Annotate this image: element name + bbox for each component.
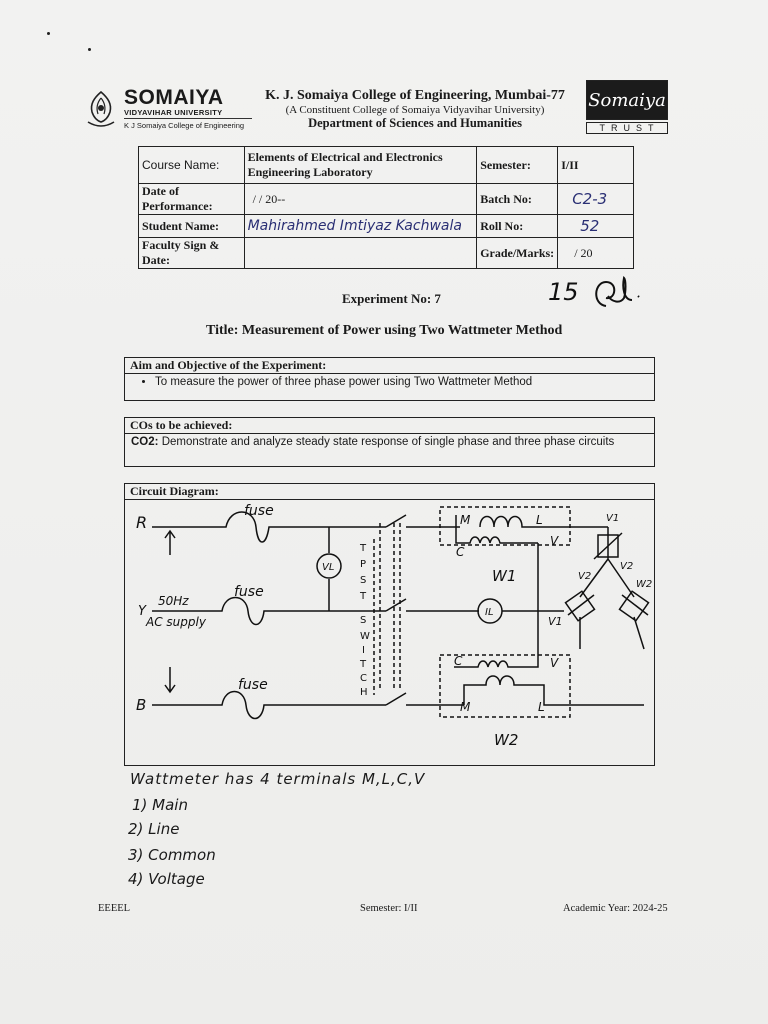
logo-divider <box>124 118 252 119</box>
trust-word: TRUST <box>586 122 668 134</box>
w1-l-label: L <box>536 513 543 527</box>
v1-label: V1 <box>548 615 563 628</box>
switch-letter-5: S <box>360 615 367 626</box>
w2-current-coil <box>464 676 644 705</box>
aim-heading: Aim and Objective of the Experiment: <box>125 358 654 374</box>
w2-v-label: V <box>550 656 559 670</box>
grade-value: / 20 <box>558 238 634 269</box>
roll-no-label: Roll No: <box>477 215 558 238</box>
footer-academic-year: Academic Year: 2024-25 <box>563 903 668 914</box>
faculty-initials-mark <box>590 276 650 310</box>
switch-blades <box>386 515 406 705</box>
note-line: 2) Line <box>128 820 180 838</box>
il-label: IL <box>485 607 494 618</box>
b-arrow <box>165 667 175 692</box>
table-row <box>139 238 634 269</box>
cos-section <box>124 417 655 467</box>
experiment-title: Title: Measurement of Power using Two Wattmeter Method <box>206 323 563 338</box>
w1-v-label: V <box>550 534 559 548</box>
department-name: Department of Sciences and Humanities <box>308 116 522 130</box>
seal-icon <box>82 88 120 130</box>
grade-label: Grade/Marks: <box>477 238 558 269</box>
college-short-name: K J Somaiya College of Engineering <box>124 121 245 130</box>
list-item: • To measure the power of three phase power using Two Wattmeter Method <box>155 376 654 388</box>
roll-no-value: 52 <box>558 215 634 238</box>
batch-value: C2-3 <box>558 184 634 215</box>
switch-letter-8: T <box>360 659 367 670</box>
cos-item <box>125 433 654 471</box>
semester-value: I/II <box>558 147 634 184</box>
switch-letter-4: T <box>360 591 367 602</box>
v2-label: V2 <box>578 571 592 582</box>
faculty-sign-label: Faculty Sign & Date: <box>139 238 245 269</box>
semester-label: Semester: <box>477 147 558 184</box>
table-row <box>139 147 634 184</box>
ac-supply-label: AC supply <box>146 615 206 629</box>
w1-m-label: M <box>460 513 471 527</box>
note-line: Wattmeter has 4 terminals M,L,C,V <box>130 770 426 788</box>
footer-course-code: EEEEL <box>98 903 131 914</box>
w1-coils <box>440 515 538 543</box>
date-of-performance-label: Date of Performance: <box>139 184 245 215</box>
switch-letter-9: C <box>360 673 367 684</box>
table-row <box>139 184 634 215</box>
aim-section <box>124 357 655 401</box>
aim-list <box>125 376 654 388</box>
supply-frequency-label: 50Hz <box>158 594 189 608</box>
switch-letter-6: W <box>360 631 370 642</box>
w1-label: W1 <box>492 567 517 585</box>
fuse-r-label: fuse <box>244 503 274 519</box>
w1-current-coil <box>480 517 608 528</box>
somaiya-trust-logo <box>584 80 670 135</box>
student-name-label: Student Name: <box>139 215 245 238</box>
switch-letter-2: P <box>360 559 367 570</box>
constituent-line: (A Constituent College of Somaiya Vidyavihar University) <box>285 104 545 116</box>
trust-logo-script: Somaiya <box>586 80 668 120</box>
y-label: Y <box>138 604 146 619</box>
vl-label: VL <box>322 562 335 573</box>
load-impedance-3-arrow <box>622 595 648 615</box>
handwritten-grade <box>548 278 579 306</box>
b-label: B <box>136 696 147 714</box>
speck <box>47 32 50 35</box>
note-line: 1) Main <box>132 796 188 814</box>
r-arrow <box>165 531 175 555</box>
brand-name: SOMAIYA <box>124 86 224 109</box>
note-line: 4) Voltage <box>128 870 205 888</box>
university-name: VIDYAVIHAR UNIVERSITY <box>124 108 223 117</box>
batch-label: Batch No: <box>477 184 558 215</box>
speck <box>88 48 91 51</box>
date-of-performance-value: / / 20-- <box>244 184 477 215</box>
v2-right-label: V2 <box>620 561 634 572</box>
course-info-table <box>138 146 634 269</box>
course-name-label: Course Name: <box>139 147 245 184</box>
w1-c-label: C <box>456 545 465 559</box>
circuit-diagram <box>124 499 655 766</box>
w2-l-label: L <box>538 700 545 714</box>
college-title: K. J. Somaiya College of Engineering, Mumbai-77 <box>265 88 565 103</box>
experiment-number: Experiment No: 7 <box>342 291 441 306</box>
student-name-value: Mahirahmed Imtiyaz Kachwala <box>244 215 477 238</box>
w2-m-label: M <box>460 700 471 714</box>
footer-semester: Semester: I/II <box>360 903 418 914</box>
switch-letter-7: I <box>362 645 365 656</box>
w2-side-label: W2 <box>636 579 653 590</box>
fuse-b-label: fuse <box>238 677 268 693</box>
course-name-value: Elements of Electrical and Electronics Engineering Laboratory <box>244 147 477 184</box>
w2-voltage-coil <box>454 611 538 667</box>
switch-dashes <box>374 523 400 695</box>
w2-c-label: C <box>454 654 463 668</box>
fuse-y-label: fuse <box>234 584 264 600</box>
cos-heading: COs to be achieved: <box>130 418 233 432</box>
faculty-sign-value <box>244 238 477 269</box>
co-code: CO2: <box>131 436 159 448</box>
somaiya-university-logo <box>82 86 252 136</box>
handwritten-grade-value: 15 <box>548 278 579 306</box>
v-top-label: V1 <box>606 513 620 524</box>
co-text: Demonstrate and analyze steady state response of single phase and three phase circuits <box>161 436 615 448</box>
switch-letter-3: S <box>360 575 367 586</box>
star-load-wires <box>580 527 644 649</box>
note-line: 3) Common <box>128 846 216 864</box>
r-label: R <box>136 513 148 532</box>
circuit-heading: Circuit Diagram: <box>125 484 654 500</box>
b-line-wire <box>152 692 386 719</box>
table-row <box>139 215 634 238</box>
switch-letter-1: T <box>360 543 367 554</box>
w2-label: W2 <box>494 731 519 749</box>
switch-letter-10: H <box>360 687 368 698</box>
